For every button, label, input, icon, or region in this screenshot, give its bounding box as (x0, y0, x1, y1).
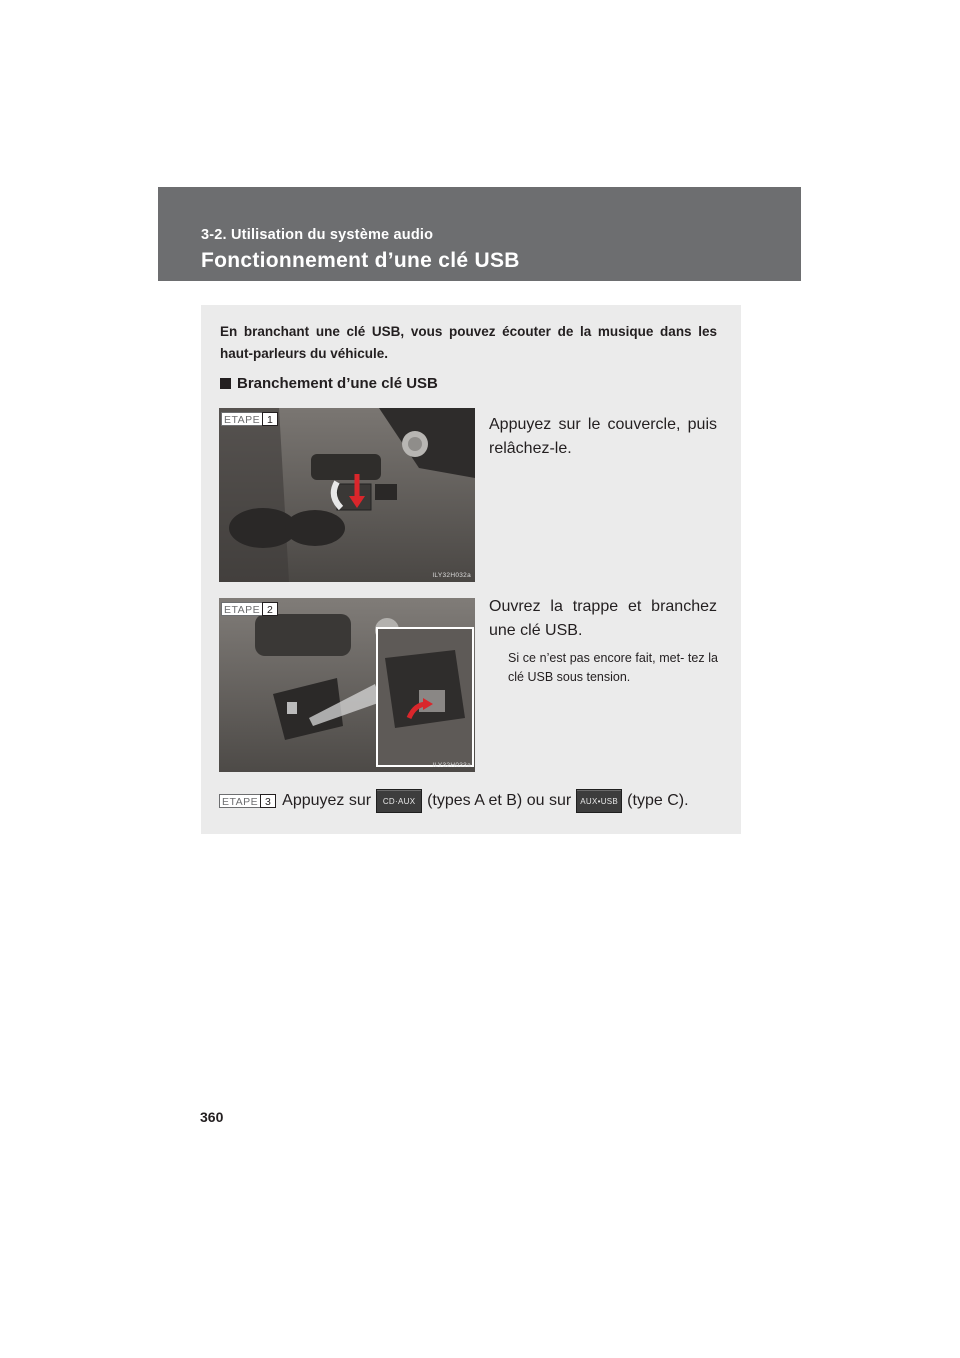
page-title: Fonctionnement d’une clé USB (201, 249, 520, 272)
step-label: ETAPE (221, 602, 262, 616)
step-number: 3 (260, 794, 276, 808)
step3-text-after: (type C). (627, 792, 689, 809)
step1-text: Appuyez sur le couvercle, puis relâchez-le. (489, 416, 717, 457)
step-number: 1 (262, 412, 278, 426)
image-code: ILY32H032a (432, 572, 471, 579)
step2-text: Ouvrez la trappe et branchez une clé USB. (489, 598, 717, 639)
step3-row (219, 789, 689, 813)
step1-photo (219, 408, 475, 582)
image-code: ILY32H033a (432, 762, 471, 769)
step3-badge (219, 794, 276, 808)
step2-photo (219, 598, 475, 772)
step2-note: Si ce n’est pas encore fait, met- tez la clé USB sous tension. (508, 651, 718, 684)
chapter-subtitle: 3-2. Utilisation du système audio (201, 227, 434, 243)
section-heading (220, 375, 438, 392)
step1-badge (221, 412, 278, 426)
cd-aux-button-icon: CD·AUX (376, 789, 422, 813)
content-panel (201, 305, 741, 834)
step-label: ETAPE (219, 794, 260, 808)
step3-text-before: Appuyez sur (282, 792, 372, 809)
section-title: Branchement d’une clé USB (237, 375, 438, 392)
page-number: 360 (200, 1109, 224, 1125)
step-label: ETAPE (221, 412, 262, 426)
step-number: 2 (262, 602, 278, 616)
usb-port-illustration (219, 598, 475, 772)
intro-text: En branchant une clé USB, vous pouvez écouter de la musique dans les haut-parleurs du véhicule. (220, 324, 717, 361)
aux-usb-button-icon: AUX•USB (576, 789, 622, 813)
step2-badge (221, 602, 278, 616)
step3-text-middle: (types A et B) ou sur (427, 792, 572, 809)
chapter-header (158, 187, 801, 281)
console-cover-illustration (219, 408, 475, 582)
square-bullet-icon (220, 378, 231, 389)
